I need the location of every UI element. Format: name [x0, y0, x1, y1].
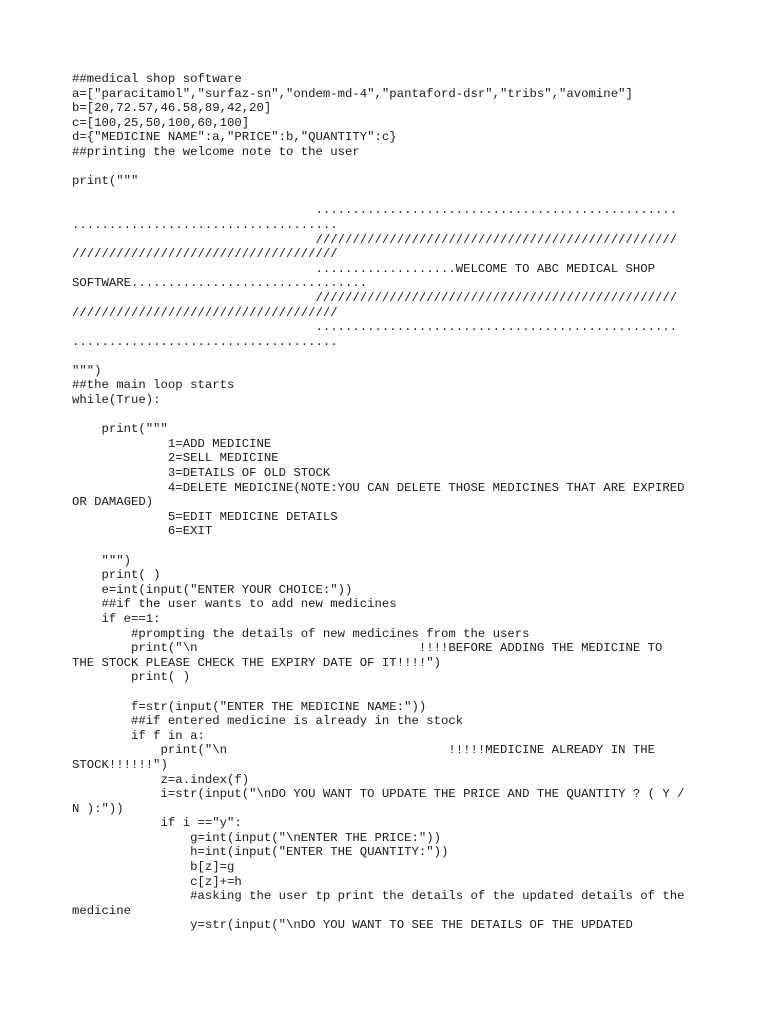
code-line: while(True): — [72, 393, 161, 408]
code-line — [72, 189, 685, 204]
code-line: ...................WELCOME TO ABC MEDICAL SHOP — [72, 261, 655, 276]
code-line: #prompting the details of new medicines from the users — [72, 626, 530, 641]
code-line: """) — [72, 553, 132, 568]
code-line: //////////////////////////////////// — [72, 305, 338, 320]
code-line: if f in a: — [72, 728, 205, 743]
code-line: #asking the user tp print the details of the updated details of the — [72, 889, 685, 904]
code-line: f=str(input("ENTER THE MEDICINE NAME:")) — [72, 699, 427, 714]
code-line: THE STOCK PLEASE CHECK THE EXPIRY DATE OF IT!!!!") — [72, 655, 441, 670]
code-line — [72, 539, 685, 554]
code-line: //////////////////////////////////// — [72, 247, 338, 262]
code-line: medicine — [72, 903, 132, 918]
code-line: ///////////////////////////////////////////////// — [72, 232, 678, 247]
code-line: """) — [72, 363, 102, 378]
code-line: STOCK!!!!!!") — [72, 757, 168, 772]
code-line: print( ) — [72, 670, 191, 685]
code-line: h=int(input("ENTER THE QUANTITY:")) — [72, 845, 449, 860]
code-line: ##printing the welcome note to the user — [72, 144, 360, 159]
code-line: 2=SELL MEDICINE — [72, 451, 279, 466]
code-line: y=str(input("\nDO YOU WANT TO SEE THE DETAILS OF THE UPDATED — [72, 918, 633, 933]
code-line: SOFTWARE................................ — [72, 276, 368, 291]
code-line: b[z]=g — [72, 860, 235, 875]
code-line — [72, 408, 685, 423]
code-line: 4=DELETE MEDICINE(NOTE:YOU CAN DELETE THOSE MEDICINES THAT ARE EXPIRED — [72, 480, 685, 495]
code-listing — [72, 72, 685, 933]
code-line: d={"MEDICINE NAME":a,"PRICE":b,"QUANTITY":c} — [72, 130, 397, 145]
code-line: N ):")) — [72, 801, 124, 816]
code-line: c=[100,25,50,100,60,100] — [72, 115, 250, 130]
code-line: if i =="y": — [72, 816, 242, 831]
code-line: print( ) — [72, 568, 161, 583]
code-line: c[z]+=h — [72, 874, 242, 889]
code-line: .................................... — [72, 334, 338, 349]
code-line: z=a.index(f) — [72, 772, 250, 787]
code-line — [72, 349, 685, 364]
code-line: a=["paracitamol","surfaz-sn","ondem-md-4","pantaford-dsr","tribs","avomine"] — [72, 86, 633, 101]
code-line: ##the main loop starts — [72, 378, 235, 393]
code-line: i=str(input("\nDO YOU WANT TO UPDATE THE PRICE AND THE QUANTITY ? ( Y / — [72, 787, 685, 802]
code-line: 5=EDIT MEDICINE DETAILS — [72, 509, 338, 524]
code-line: b=[20,72.57,46.58,89,42,20] — [72, 101, 272, 116]
code-line: 1=ADD MEDICINE — [72, 436, 272, 451]
code-line: 3=DETAILS OF OLD STOCK — [72, 466, 331, 481]
code-line: OR DAMAGED) — [72, 495, 154, 510]
code-line: g=int(input("\nENTER THE PRICE:")) — [72, 830, 441, 845]
code-line: ................................................. — [72, 203, 678, 218]
code-line — [72, 685, 685, 700]
code-line: print("\n !!!!!MEDICINE ALREADY IN THE — [72, 743, 655, 758]
code-line: print("\n !!!!BEFORE ADDING THE MEDICINE TO — [72, 641, 663, 656]
code-line: e=int(input("ENTER YOUR CHOICE:")) — [72, 582, 353, 597]
code-line: .................................... — [72, 217, 338, 232]
code-line: ................................................. — [72, 320, 678, 335]
code-line: ##if entered medicine is already in the stock — [72, 714, 464, 729]
code-line: if e==1: — [72, 611, 161, 626]
code-line: print(""" — [72, 422, 168, 437]
code-line: print(""" — [72, 174, 139, 189]
code-line — [72, 160, 685, 175]
code-line: 6=EXIT — [72, 524, 213, 539]
code-line: ///////////////////////////////////////////////// — [72, 290, 678, 305]
code-line: ##if the user wants to add new medicines — [72, 597, 397, 612]
code-line: ##medical shop software — [72, 72, 242, 86]
